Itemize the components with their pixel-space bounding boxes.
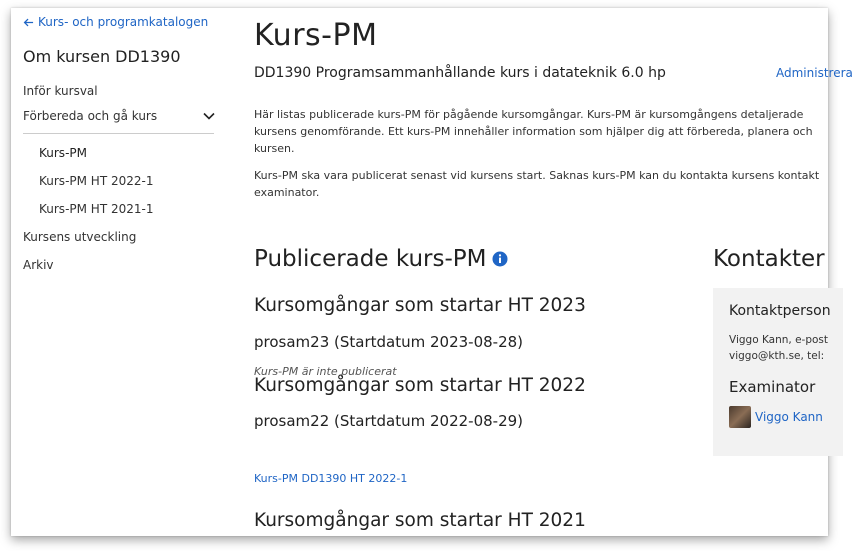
sidebar-item-kurspm[interactable]: Kurs-PM (39, 146, 87, 160)
status-not-published: Kurs-PM är inte publicerat (254, 365, 397, 378)
sidebar-divider (23, 133, 214, 134)
round-prosam23: prosam23 (Startdatum 2023-08-28) (254, 333, 524, 351)
intro-text-1c: kursen. (254, 142, 295, 155)
intro-text-1b: kursens genomförande. Ett kurs-PM innehåller information som hjälper dig att förbereda, planera och (254, 125, 813, 138)
examiner-heading: Examinator (729, 378, 816, 396)
contact-info (729, 332, 828, 364)
sidebar-item-forbereda-label: Förbereda och gå kurs (23, 109, 158, 123)
round-prosam22: prosam22 (Startdatum 2022-08-29) (254, 412, 524, 430)
sidebar-item-ht2021[interactable]: Kurs-PM HT 2021-1 (39, 202, 154, 216)
intro-text-2a: Kurs-PM ska vara publicerat senast vid kursens start. Saknas kurs-PM kan du kontakta kursens kontakt (254, 169, 820, 182)
info-icon[interactable] (492, 251, 508, 267)
section-heading-ht2023: Kursomgångar som startar HT 2023 (254, 295, 586, 316)
sidebar-title: Om kursen DD1390 (23, 47, 181, 66)
browser-page (11, 8, 853, 536)
examiner-link[interactable] (729, 406, 823, 428)
section-heading-ht2022: Kursomgångar som startar HT 2022 (254, 375, 586, 396)
contact-person-title: Kontaktperson (729, 303, 831, 319)
sidebar-item-arkiv[interactable]: Arkiv (23, 258, 54, 272)
contact-box (713, 288, 843, 456)
sidebar-item-infor[interactable]: Inför kursval (23, 84, 98, 98)
memo-link-ht2022[interactable]: Kurs-PM DD1390 HT 2022-1 (254, 472, 408, 485)
contacts-heading: Kontakter (713, 246, 825, 272)
avatar (729, 406, 751, 428)
intro-text-2b: examinator. (254, 186, 320, 199)
examiner-name: Viggo Kann (755, 410, 823, 424)
sidebar-nav (23, 15, 218, 272)
back-link[interactable] (23, 15, 218, 29)
section-heading-ht2021: Kursomgångar som startar HT 2021 (254, 510, 586, 531)
sidebar-item-forbereda[interactable] (23, 109, 215, 123)
page-title: Kurs-PM (254, 18, 378, 53)
arrow-left-icon (23, 17, 34, 28)
published-heading-label: Publicerade kurs-PM (254, 246, 487, 272)
back-link-label: Kurs- och programkatalogen (38, 15, 209, 29)
sidebar-item-utveckling[interactable]: Kursens utveckling (23, 230, 137, 244)
admin-link[interactable]: Administrera (776, 66, 853, 80)
intro-text-1a: Här listas publicerade kurs-PM för pågående kursomgångar. Kurs-PM är kursomgångens detaljerade (254, 108, 804, 121)
chevron-down-icon[interactable] (203, 112, 215, 120)
contact-info-line-2: viggo@kth.se, tel: (729, 350, 825, 362)
course-subtitle: DD1390 Programsammanhållande kurs i datateknik 6.0 hp (254, 65, 666, 81)
sidebar-item-ht2022[interactable]: Kurs-PM HT 2022-1 (39, 174, 154, 188)
contact-info-line-1: Viggo Kann, e-post (729, 334, 829, 346)
published-heading (254, 246, 508, 272)
